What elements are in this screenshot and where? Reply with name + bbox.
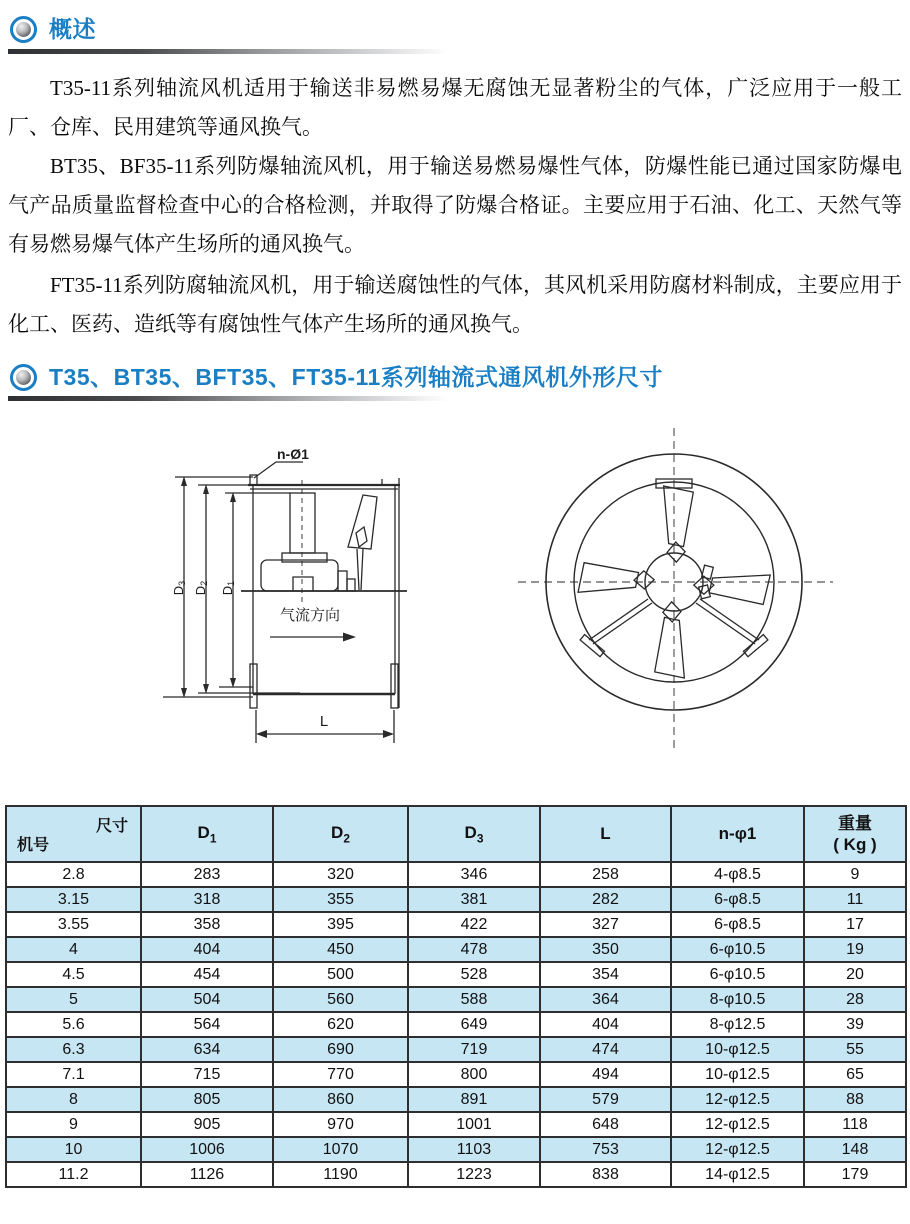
dimension-value-cell: 891	[408, 1087, 540, 1112]
column-header-d3: $D_3$	[408, 806, 540, 862]
table-header-row	[6, 806, 906, 862]
dimension-value-cell: 450	[273, 937, 408, 962]
dimension-value-cell: 860	[273, 1087, 408, 1112]
dimension-value-cell: 88	[804, 1087, 906, 1112]
dimension-value-cell: 564	[141, 1012, 273, 1037]
dimension-value-cell: 1126	[141, 1162, 273, 1187]
dimension-value-cell: 318	[141, 887, 273, 912]
overview-text	[8, 69, 902, 344]
dimension-value-cell: 8-φ12.5	[671, 1012, 804, 1037]
dimension-value-cell: 355	[273, 887, 408, 912]
section-dimensions	[0, 364, 910, 1189]
table-row	[6, 1012, 906, 1037]
dimension-value-cell: 282	[540, 887, 671, 912]
technical-drawing	[0, 401, 910, 801]
dimension-value-cell: 28	[804, 987, 906, 1012]
dimension-value-cell: 560	[273, 987, 408, 1012]
dimension-value-cell: 10-φ12.5	[671, 1037, 804, 1062]
dimension-value-cell: 1001	[408, 1112, 540, 1137]
dimension-value-cell: 20	[804, 962, 906, 987]
dimension-value-cell: 649	[408, 1012, 540, 1037]
dimension-value-cell: 719	[408, 1037, 540, 1062]
dimension-value-cell: 770	[273, 1062, 408, 1087]
model-number-cell: 3.55	[6, 912, 141, 937]
model-number-cell: 3.15	[6, 887, 141, 912]
dimension-value-cell: 65	[804, 1062, 906, 1087]
dimension-d2-label: D2	[193, 580, 209, 596]
dimension-value-cell: 283	[141, 862, 273, 887]
dimension-value-cell: 6-φ8.5	[671, 912, 804, 937]
dimension-value-cell: 1190	[273, 1162, 408, 1187]
dimension-value-cell: 970	[273, 1112, 408, 1137]
dimension-value-cell: 404	[540, 1012, 671, 1037]
side-view-drawing	[163, 446, 407, 743]
model-number-cell: 11.2	[6, 1162, 141, 1187]
dimension-value-cell: 12-φ12.5	[671, 1137, 804, 1162]
section-title: 概述	[49, 16, 96, 42]
dimension-value-cell: 800	[408, 1062, 540, 1087]
table-row	[6, 1037, 906, 1062]
airflow-direction-label: 气流方向	[279, 607, 341, 625]
paragraph: BT35、BF35-11系列防爆轴流风机，用于输送易燃易爆性气体，防爆性能已通过国家防爆电气产品质量监督检查中心的合格检测，并取得了防爆合格证。主要应用于石油、化工、天然气等有易燃易爆气体产生场所的通风换气。	[8, 153, 902, 256]
dimension-d1-label: D1	[220, 580, 236, 596]
dimension-table-body	[6, 862, 906, 1187]
column-header-d1: $D_1$	[141, 806, 273, 862]
column-header-n-phi: n-φ1	[671, 806, 804, 862]
front-view-drawing	[518, 428, 833, 753]
dimension-value-cell: 4-φ8.5	[671, 862, 804, 887]
dimension-value-cell: 620	[273, 1012, 408, 1037]
table-row	[6, 887, 906, 912]
dimension-value-cell: 6-φ8.5	[671, 887, 804, 912]
dimension-value-cell: 10-φ12.5	[671, 1062, 804, 1087]
column-header-l: L	[540, 806, 671, 862]
corner-header-cell	[6, 806, 141, 862]
dimension-value-cell: 354	[540, 962, 671, 987]
dimension-value-cell: 358	[141, 912, 273, 937]
model-number-cell: 4.5	[6, 962, 141, 987]
dimension-value-cell: 805	[141, 1087, 273, 1112]
dimension-value-cell: 320	[273, 862, 408, 887]
dimension-value-cell: 395	[273, 912, 408, 937]
dimension-value-cell: 1103	[408, 1137, 540, 1162]
bullet-ball	[16, 370, 31, 385]
model-number-cell: 9	[6, 1112, 141, 1137]
dimension-value-cell: 8-φ10.5	[671, 987, 804, 1012]
dimension-value-cell: 1006	[141, 1137, 273, 1162]
dimension-value-cell: 588	[408, 987, 540, 1012]
weight-label: 重量	[838, 813, 872, 833]
technical-drawing-figure	[0, 401, 910, 801]
column-header-weight	[804, 806, 906, 862]
dimension-d3-label: D3	[171, 580, 187, 596]
model-number-cell: 2.8	[6, 862, 141, 887]
dimension-value-cell: 39	[804, 1012, 906, 1037]
model-number-cell: 5.6	[6, 1012, 141, 1037]
section-bullet-icon	[10, 16, 37, 43]
dimension-value-cell: 364	[540, 987, 671, 1012]
dimension-value-cell: 11	[804, 887, 906, 912]
dimension-value-cell: 838	[540, 1162, 671, 1187]
dimension-value-cell: 148	[804, 1137, 906, 1162]
section-bullet-icon	[10, 364, 37, 391]
dimension-value-cell: 690	[273, 1037, 408, 1062]
dimension-value-cell: 422	[408, 912, 540, 937]
section-overview	[0, 16, 910, 344]
dimension-value-cell: 381	[408, 887, 540, 912]
table-row	[6, 1162, 906, 1187]
section-rule	[8, 49, 448, 54]
dimension-value-cell: 258	[540, 862, 671, 887]
bullet-ball	[16, 22, 31, 37]
model-number-cell: 10	[6, 1137, 141, 1162]
dimension-value-cell: 579	[540, 1087, 671, 1112]
table-row	[6, 862, 906, 887]
model-number-cell: 4	[6, 937, 141, 962]
dimension-value-cell: 1070	[273, 1137, 408, 1162]
weight-unit: ( Kg )	[833, 835, 877, 855]
paragraph: T35-11系列轴流风机适用于输送非易燃易爆无腐蚀无显著粉尘的气体，广泛应用于一般工厂、仓库、民用建筑等通风换气。	[8, 75, 902, 139]
corner-label-model: 机号	[17, 837, 50, 855]
paragraph: FT35-11系列防腐轴流风机，用于输送腐蚀性的气体，其风机采用防腐材料制成，主要应用于化工、医药、造纸等有腐蚀性气体产生场所的通风换气。	[8, 272, 902, 336]
dimension-value-cell: 17	[804, 912, 906, 937]
dimension-value-cell: 454	[141, 962, 273, 987]
dimension-value-cell: 12-φ12.5	[671, 1112, 804, 1137]
dimension-value-cell: 478	[408, 937, 540, 962]
table-row	[6, 912, 906, 937]
column-header-d2: $D_2$	[273, 806, 408, 862]
dimension-value-cell: 6-φ10.5	[671, 937, 804, 962]
section-header	[10, 16, 910, 44]
section-title: T35、BT35、BFT35、FT35-11系列轴流式通风机外形尺寸	[49, 363, 663, 390]
dimension-value-cell: 9	[804, 862, 906, 887]
dimension-value-cell: 12-φ12.5	[671, 1087, 804, 1112]
dimension-value-cell: 648	[540, 1112, 671, 1137]
dimension-value-cell: 404	[141, 937, 273, 962]
table-row	[6, 1112, 906, 1137]
dimensions-table	[5, 805, 907, 1188]
dimension-value-cell: 504	[141, 987, 273, 1012]
table-row	[6, 1087, 906, 1112]
model-number-cell: 8	[6, 1087, 141, 1112]
model-number-cell: 5	[6, 987, 141, 1012]
table-row	[6, 1137, 906, 1162]
dimension-value-cell: 753	[540, 1137, 671, 1162]
dimension-value-cell: 14-φ12.5	[671, 1162, 804, 1187]
dimension-value-cell: 118	[804, 1112, 906, 1137]
bolt-spec-label: n-Ø1	[277, 446, 309, 463]
section-header	[10, 364, 910, 392]
dimension-value-cell: 350	[540, 937, 671, 962]
dimension-value-cell: 1223	[408, 1162, 540, 1187]
dimension-value-cell: 346	[408, 862, 540, 887]
corner-label-dimension: 尺寸	[95, 818, 128, 836]
dimension-value-cell: 55	[804, 1037, 906, 1062]
table-row	[6, 987, 906, 1012]
dimension-value-cell: 327	[540, 912, 671, 937]
dimension-value-cell: 528	[408, 962, 540, 987]
length-dimension-label: L	[319, 713, 329, 731]
dimension-value-cell: 634	[141, 1037, 273, 1062]
model-number-cell: 7.1	[6, 1062, 141, 1087]
dimension-value-cell: 905	[141, 1112, 273, 1137]
dimension-value-cell: 6-φ10.5	[671, 962, 804, 987]
dimension-value-cell: 500	[273, 962, 408, 987]
dimension-value-cell: 474	[540, 1037, 671, 1062]
model-number-cell: 6.3	[6, 1037, 141, 1062]
dimension-value-cell: 715	[141, 1062, 273, 1087]
dimension-value-cell: 179	[804, 1162, 906, 1187]
table-row	[6, 1062, 906, 1087]
dimension-value-cell: 494	[540, 1062, 671, 1087]
table-row	[6, 962, 906, 987]
dimension-value-cell: 19	[804, 937, 906, 962]
table-row	[6, 937, 906, 962]
